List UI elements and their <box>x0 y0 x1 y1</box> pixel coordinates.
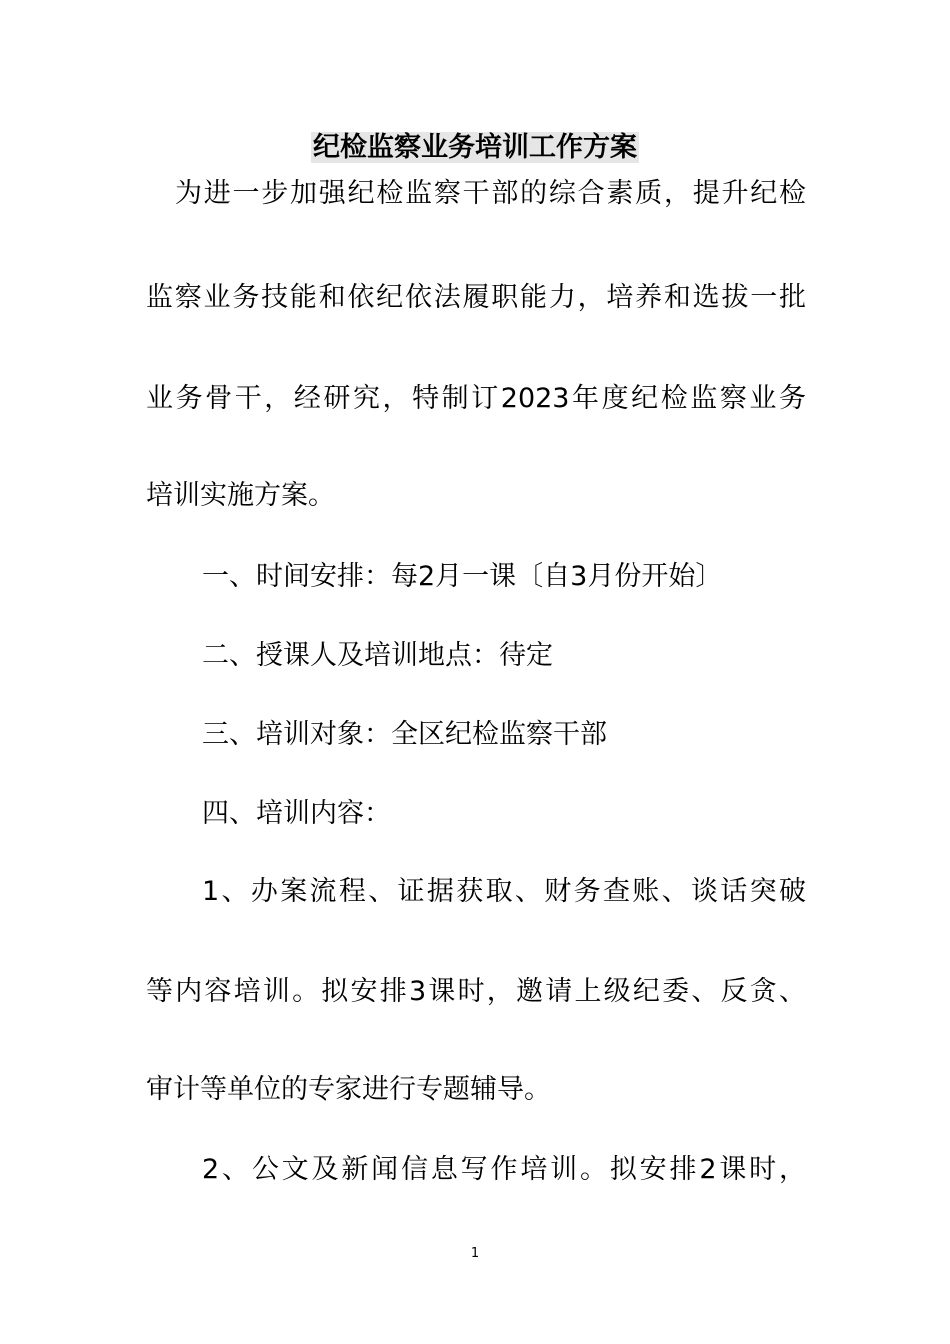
section-time-arrangement: 一、时间安排：每2月一课〔自3月份开始〕 <box>202 561 723 592</box>
paragraph-line-3: 业务骨干，经研究，特制订2023年度纪检监察业务 <box>146 383 806 414</box>
section-training-target: 三、培训对象：全区纪检监察干部 <box>202 719 607 750</box>
paragraph-line-4: 培训实施方案。 <box>146 480 335 511</box>
section-training-content: 四、培训内容： <box>202 798 391 829</box>
content-item-1-line-1: 1、办案流程、证据获取、财务查账、谈话突破 <box>202 876 806 907</box>
section-lecturer-location: 二、授课人及培训地点：待定 <box>202 640 553 671</box>
content-item-2-line-1: 2、公文及新闻信息写作培训。拟安排2课时， <box>202 1154 806 1185</box>
document-title <box>0 128 950 168</box>
paragraph-line-1: 为进一步加强纪检监察干部的综合素质，提升纪检 <box>175 178 806 209</box>
content-item-1-line-2: 等内容培训。拟安排3课时，邀请上级纪委、反贪、 <box>146 976 806 1007</box>
content-item-1-line-3: 审计等单位的专家进行专题辅导。 <box>146 1074 551 1105</box>
document-title-text: 纪检监察业务培训工作方案 <box>313 132 637 163</box>
page-number: 1 <box>470 1246 480 1261</box>
paragraph-line-2: 监察业务技能和依纪依法履职能力，培养和选拔一批 <box>146 282 806 313</box>
